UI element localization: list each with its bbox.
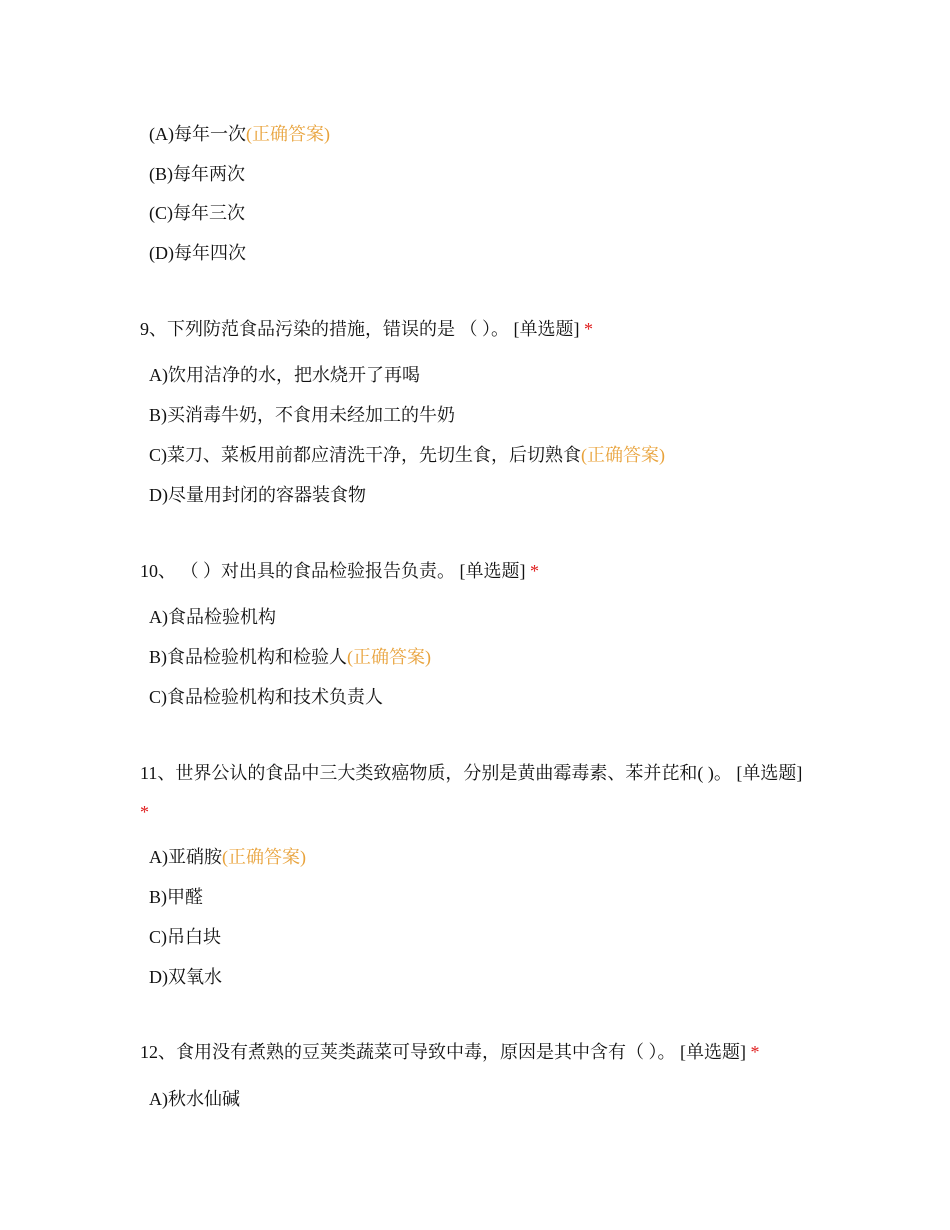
option-text: B)甲醛	[149, 887, 203, 907]
question-10	[140, 552, 810, 591]
q9-option-d	[149, 483, 366, 507]
option-text: (A)每年一次	[149, 124, 246, 144]
required-mark: *	[584, 319, 593, 339]
q9-option-c	[149, 443, 665, 467]
correct-answer-tag: (正确答案)	[246, 124, 330, 144]
question-type: [单选题]	[736, 763, 803, 783]
option-text: C)食品检验机构和技术负责人	[149, 687, 383, 707]
required-mark: *	[530, 561, 539, 581]
question-text: 9、下列防范食品污染的措施，错误的是 （ ）。	[140, 319, 509, 339]
option-text: A)秋水仙碱	[149, 1089, 240, 1109]
q11-option-a	[149, 845, 306, 869]
question-text: 11、世界公认的食品中三大类致癌物质，分别是黄曲霉毒素、苯并芘和( )。	[140, 763, 732, 783]
option-text: (C)每年三次	[149, 203, 245, 223]
question-12	[140, 1033, 810, 1072]
required-mark: *	[140, 802, 149, 822]
question-type: [单选题]	[680, 1042, 746, 1062]
q9-option-a	[149, 363, 420, 387]
option-text: A)亚硝胺	[149, 847, 222, 867]
q10-option-c	[149, 685, 383, 709]
question-text: 12、食用没有煮熟的豆荚类蔬菜可导致中毒，原因是其中含有（ ）。	[140, 1042, 676, 1062]
option-text: C)菜刀、菜板用前都应清洗干净，先切生食，后切熟食	[149, 445, 581, 465]
q8-option-a	[149, 122, 330, 146]
option-text: D)双氧水	[149, 967, 222, 987]
option-text: C)吊白块	[149, 927, 221, 947]
option-text: D)尽量用封闭的容器装食物	[149, 485, 366, 505]
correct-answer-tag: (正确答案)	[222, 847, 306, 867]
q8-option-c	[149, 201, 245, 225]
option-text: (B)每年两次	[149, 164, 245, 184]
q11-option-c	[149, 925, 221, 949]
q11-option-b	[149, 885, 203, 909]
correct-answer-tag: (正确答案)	[347, 647, 431, 667]
question-type: [单选题]	[459, 561, 526, 581]
question-11	[140, 754, 810, 832]
q10-option-a	[149, 605, 276, 629]
q8-option-b	[149, 162, 245, 186]
question-9	[140, 310, 810, 349]
q11-option-d	[149, 965, 222, 989]
option-text: B)买消毒牛奶，不食用未经加工的牛奶	[149, 405, 455, 425]
option-text: A)饮用洁净的水，把水烧开了再喝	[149, 365, 420, 385]
option-text: (D)每年四次	[149, 243, 246, 263]
option-text: B)食品检验机构和检验人	[149, 647, 347, 667]
question-type: [单选题]	[513, 319, 580, 339]
required-mark: *	[750, 1042, 760, 1062]
q9-option-b	[149, 403, 455, 427]
q12-option-a	[149, 1087, 240, 1111]
question-text: 10、 （ ）对出具的食品检验报告负责。	[140, 561, 455, 581]
q10-option-b	[149, 645, 431, 669]
correct-answer-tag: (正确答案)	[581, 445, 665, 465]
option-text: A)食品检验机构	[149, 607, 276, 627]
q8-option-d	[149, 241, 246, 265]
